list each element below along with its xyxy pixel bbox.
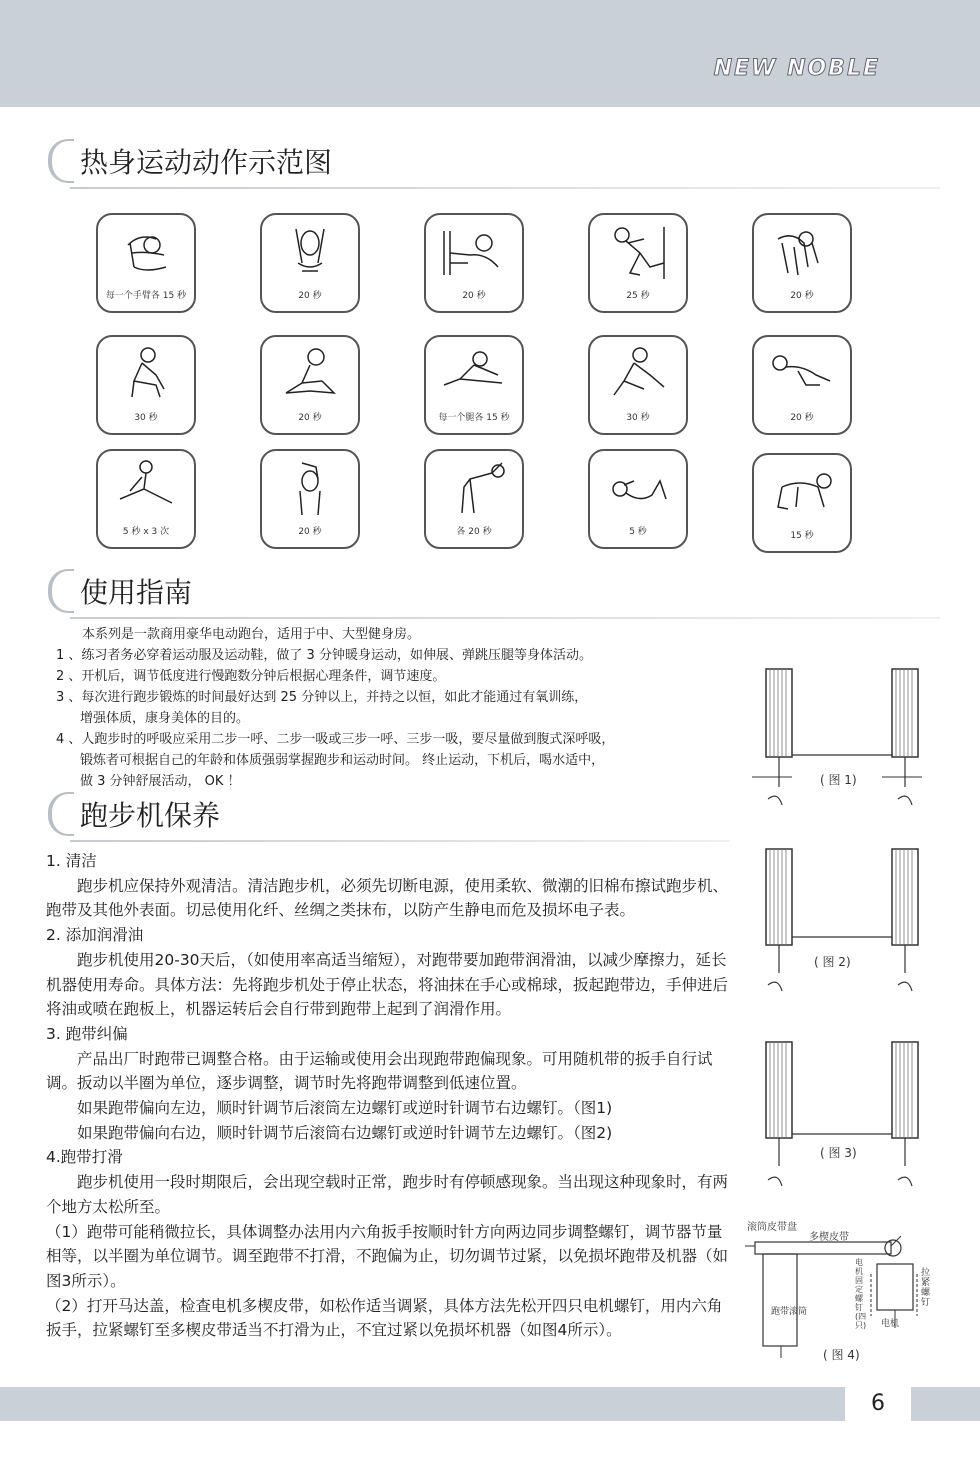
label-motor-screws: 电机固定螺钉(四只) [855, 1258, 867, 1330]
warmup-card: 每一个腿各 15 秒 [424, 335, 524, 435]
section-title-text: 热身运动动作示范图 [80, 146, 333, 179]
header-band [0, 0, 980, 107]
warmup-card: 20 秒 [260, 449, 360, 549]
figure-1 [752, 665, 922, 825]
figure-caption: ( 图 1) [820, 773, 857, 787]
lunge-stretch-figure-icon [604, 223, 672, 283]
maint-heading: 3. 跑带纠偏 [46, 1024, 128, 1043]
standing-bend-figure-icon [440, 459, 508, 519]
maint-paragraph: 跑步机使用20-30天后，（如使用率高适当缩短），对跑带要加跑带润滑油，以减少摩擦力，延长机器使用寿命。具体方法：先将跑步机处于停止状态，将油抹在手心或棉球，扳起跑带边，手伸进后将油或喷在跑板上，机器运转后会自行带到跑带上起到了润滑作用。 [46, 950, 729, 1019]
page-number: 6 [845, 1387, 911, 1421]
figure-caption: ( 图 3) [820, 1146, 857, 1160]
wall-push-figure-icon [440, 223, 508, 283]
warmup-card: 15 秒 [752, 453, 852, 553]
warmup-card: 5 秒 x 3 次 [96, 449, 196, 549]
maint-heading: 2. 添加润滑油 [46, 926, 144, 945]
label-pulley: 滚筒皮带盘 [747, 1222, 797, 1233]
figure-4 [745, 1216, 945, 1366]
footer-band [0, 1387, 980, 1421]
guide-line: 4 、人跑步时的呼吸应采用二步一呼、二步一吸或三步一呼、三步一吸，要尽量做到腹式深呼吸， [56, 732, 615, 747]
warmup-card: 20 秒 [260, 213, 360, 313]
usage-guide-text [50, 624, 614, 792]
maint-heading: 1. 清洁 [46, 852, 97, 870]
section-title-text: 使用指南 [80, 576, 193, 609]
guide-line: 1 、练习者务必穿着运动服及运动鞋，做了 3 分钟暖身运动，如伸展、弹跳压腿等身体活动。 [56, 648, 592, 663]
arm-stretch-figure-icon [112, 223, 180, 283]
figure-caption: ( 图 2) [814, 955, 851, 969]
side-lunge-figure-icon [112, 459, 180, 519]
warmup-card: 30 秒 [96, 335, 196, 435]
warmup-card: 20 秒 [752, 335, 852, 435]
title-arc-decoration [48, 792, 74, 836]
section-title-guide [48, 567, 192, 615]
guide-line: 3 、每次进行跑步锻炼的时间最好达到 25 分钟以上，并持之以恒，如此才能通过有氧训练， [56, 690, 588, 705]
maint-paragraph: 如果跑带偏向右边，顺时针调节后滚筒右边螺钉或逆时针调节左边螺钉。（图2) [77, 1123, 613, 1142]
brand-logo: NEW NOBLE [713, 56, 880, 81]
maint-paragraph: 如果跑带偏向左边，顺时针调节后滚筒左边螺钉或逆时针调节右边螺钉。（图1) [77, 1099, 613, 1118]
maint-paragraph: （1）跑带可能稍微拉长，具体调整办法用内六角扳手按顺时针方向两边同步调整螺钉，调节器节量相等，以半圈为单位调节。调至跑带不打滑，不跑偏为止，切勿调节过紧，以免损坏跑带及机器（如图3所示）。 [46, 1222, 729, 1290]
warmup-card: 25 秒 [588, 213, 688, 313]
title-arc-decoration [48, 569, 74, 613]
crunch-figure-icon [604, 459, 672, 519]
guide-line: 锻炼者可根据自己的年龄和体质强弱掌握跑步和运动时间。 终止运动，下机后，喝水适中， [80, 753, 605, 768]
guide-line: 本系列是一款商用豪华电动跑台，适用于中、大型健身房。 [82, 627, 421, 642]
maint-paragraph: （2）打开马达盖，检查电机多楔皮带，如松作适当调紧，具体方法先松开四只电机螺钉，用内六角扳手，拉紧螺钉至多楔皮带适当不打滑为止，不宜过紧以免损坏机器（如图4所示）。 [46, 1296, 723, 1340]
guide-line: 做 3 分钟舒展活动， OK ！ [80, 774, 241, 789]
maintenance-text [46, 849, 736, 1343]
cat-stretch-figure-icon [768, 463, 836, 523]
maint-paragraph: 产品出厂时跑带已调整合格。由于运输或使用会出现跑带跑偏现象。可用随机带的扳手自行试调。扳动以半圈为单位，逐步调整，调节时先将跑带调整到低速位置。 [46, 1049, 713, 1093]
label-belt: 多楔皮带 [809, 1232, 849, 1243]
squat-figure-icon [112, 345, 180, 405]
section-title-warmup [48, 137, 332, 185]
title-underline [70, 840, 730, 842]
maint-paragraph: 跑步机应保持外观清洁。清洁跑步机，必须先切断电源，使用柔软、微潮的旧棉布擦试跑步机、跑带及其他外表面。切忌使用化纤、丝绸之类抹布，以防产生静电而危及损坏电子表。 [46, 876, 729, 920]
figure-3 [752, 1038, 922, 1198]
kneeling-stretch-figure-icon [604, 345, 672, 405]
warmup-card: 5 秒 [588, 449, 688, 549]
title-underline [70, 187, 940, 189]
title-underline [70, 617, 940, 619]
label-tension-screw: 拉紧螺钉 [921, 1268, 931, 1308]
label-roller: 跑带滚筒 [771, 1307, 808, 1317]
warmup-card: 20 秒 [260, 335, 360, 435]
figure-2 [752, 845, 922, 1005]
warmup-card: 30 秒 [588, 335, 688, 435]
title-arc-decoration [48, 139, 74, 183]
guide-line: 2 、开机后，调节低度进行慢跑数分钟后根据心理条件，调节速度。 [56, 669, 446, 684]
warmup-card: 每一个手臂各 15 秒 [96, 213, 196, 313]
warmup-card: 各 20 秒 [424, 449, 524, 549]
warmup-card: 20 秒 [424, 213, 524, 313]
label-motor: 电机 [881, 1319, 900, 1329]
section-title-text: 跑步机保养 [80, 799, 221, 832]
maint-heading: 4.跑带打滑 [46, 1148, 123, 1167]
seated-hamstring-figure-icon [440, 345, 508, 405]
warmup-card: 20 秒 [752, 213, 852, 313]
maint-paragraph: 跑步机使用一段时期限后，会出现空载时正常，跑步时有停顿感现象。当出现这种现象时，有两个地方太松所至。 [46, 1173, 729, 1216]
section-title-maintenance [48, 790, 220, 838]
butterfly-stretch-figure-icon [276, 345, 344, 405]
figure-caption: ( 图 4) [823, 1348, 860, 1362]
roller-diagram-2 [752, 845, 922, 1005]
forward-bend-figure-icon [768, 223, 836, 283]
triceps-stretch-figure-icon [276, 459, 344, 519]
roller-diagram-3 [752, 1038, 922, 1198]
roller-diagram-1 [752, 665, 922, 825]
lying-quad-stretch-figure-icon [768, 345, 836, 405]
guide-line: 增强体质，康身美体的目的。 [80, 711, 250, 726]
overhead-stretch-figure-icon [276, 223, 344, 283]
header-divider [0, 107, 980, 110]
